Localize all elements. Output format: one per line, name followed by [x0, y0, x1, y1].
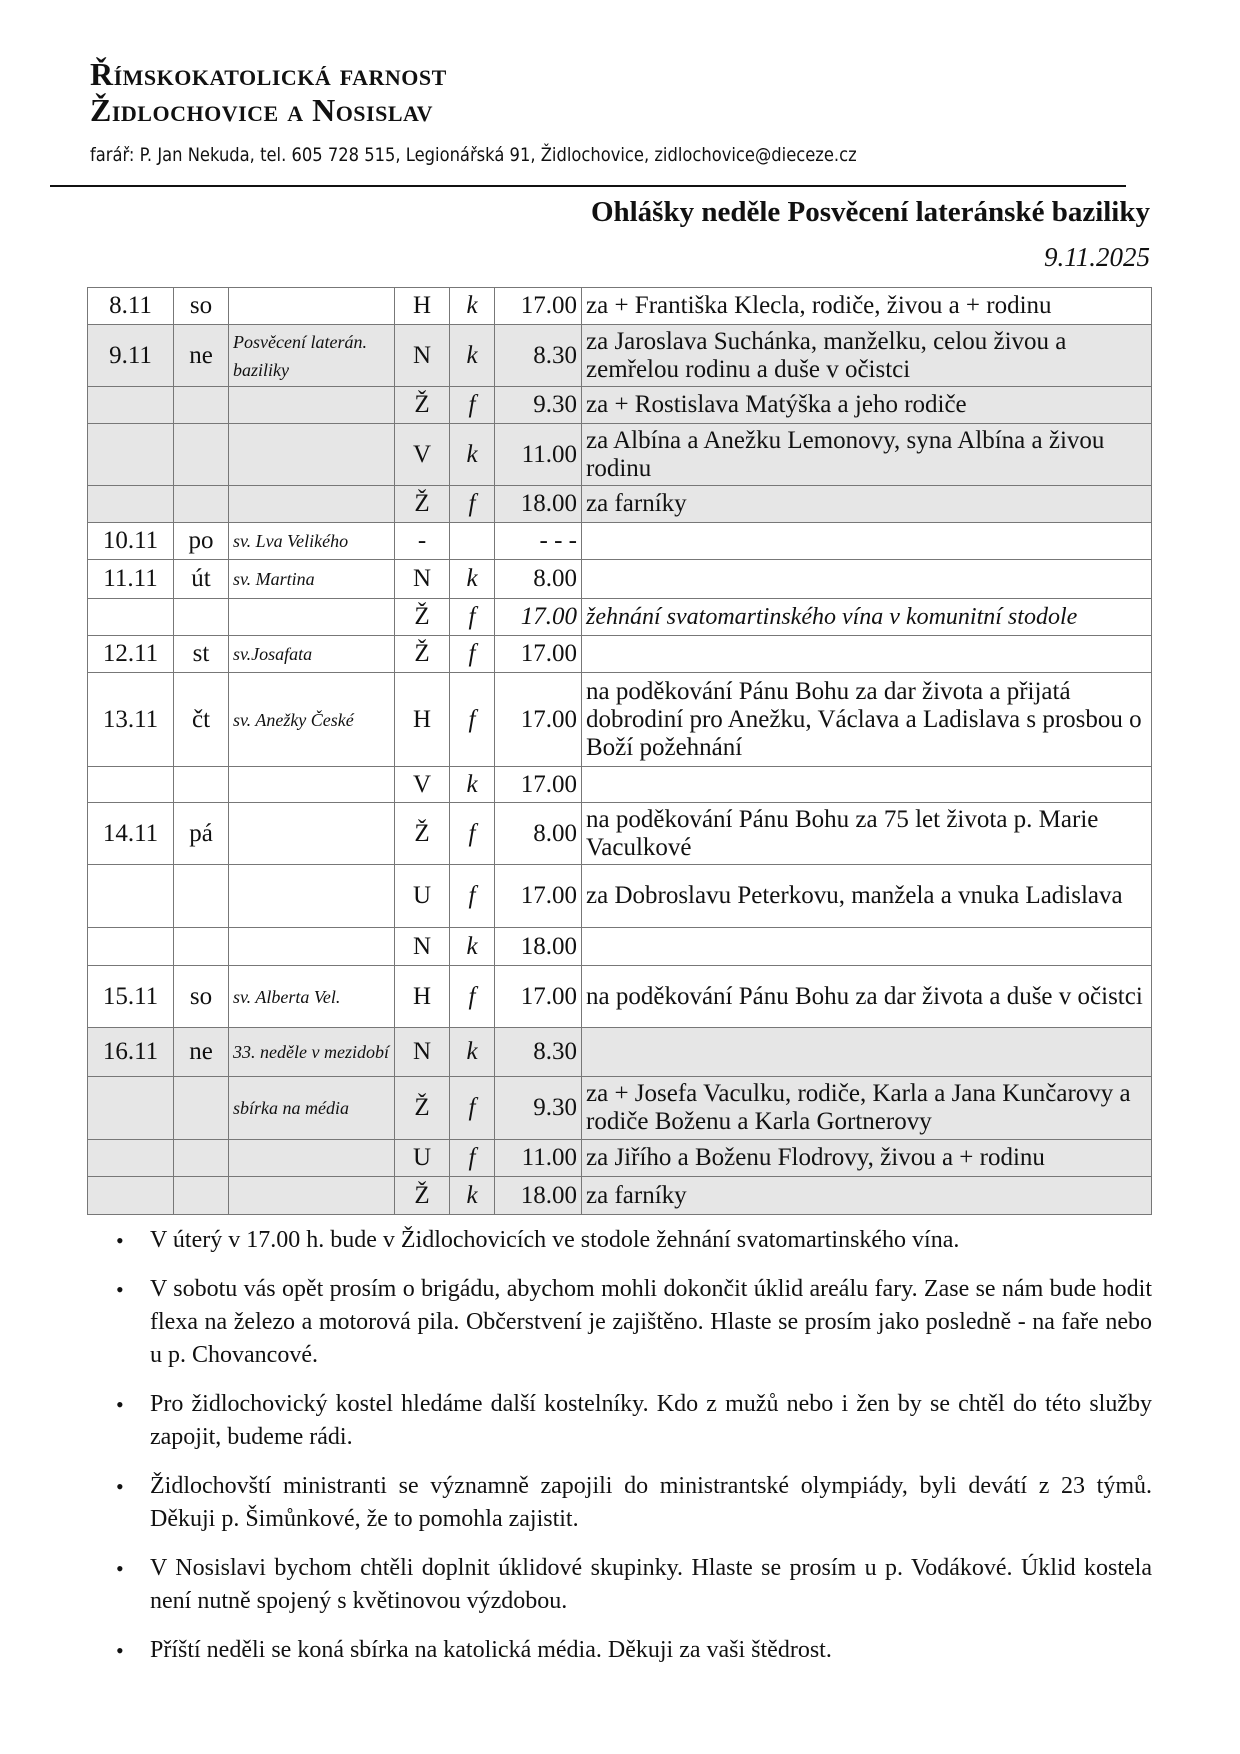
header-divider: [50, 185, 1126, 187]
feast-cell: [229, 424, 395, 486]
date-cell: 15.11: [88, 966, 174, 1028]
day-cell: [174, 387, 229, 424]
place-cell: Ž: [395, 599, 450, 636]
date-cell: [88, 599, 174, 636]
intention-cell: za + Františka Klecla, rodiče, živou a + rodinu: [582, 288, 1152, 325]
intention-cell: [582, 928, 1152, 966]
document-date: 9.11.2025: [1044, 242, 1150, 272]
parish-title: [90, 56, 447, 128]
parish-title-line2: Židlochovice a Nosislav: [90, 92, 433, 128]
liturgy-cell: f: [450, 387, 495, 424]
day-cell: [174, 865, 229, 928]
day-cell: [174, 599, 229, 636]
schedule-row: [88, 486, 1152, 523]
bullet-icon: •: [116, 1556, 124, 1581]
liturgy-cell: k: [450, 325, 495, 387]
feast-cell: sbírka na média: [229, 1077, 395, 1140]
schedule-row: [88, 1140, 1152, 1177]
liturgy-cell: k: [450, 928, 495, 966]
intention-cell: [582, 523, 1152, 560]
schedule-row: [88, 325, 1152, 387]
bullet-icon: •: [116, 1474, 124, 1499]
intention-cell: na poděkování Pánu Bohu za 75 let života p. Marie Vaculkové: [582, 803, 1152, 865]
day-cell: [174, 928, 229, 966]
day-cell: čt: [174, 673, 229, 767]
document-title: Ohlášky neděle Posvěcení lateránské baziliky: [590, 196, 1150, 228]
day-cell: so: [174, 288, 229, 325]
feast-cell: [229, 599, 395, 636]
day-cell: ne: [174, 1028, 229, 1077]
intention-cell: za + Rostislava Matýška a jeho rodiče: [582, 387, 1152, 424]
time-cell: 8.00: [495, 803, 582, 865]
announcement-text: Příští neděli se koná sbírka na katolická média. Děkuji za vaši štědrost.: [150, 1637, 832, 1663]
place-cell: N: [395, 325, 450, 387]
day-cell: [174, 1140, 229, 1177]
time-cell: 11.00: [495, 1140, 582, 1177]
schedule-row: [88, 1028, 1152, 1077]
date-cell: [88, 486, 174, 523]
place-cell: N: [395, 560, 450, 599]
liturgy-cell: f: [450, 599, 495, 636]
announcement-text: V úterý v 17.00 h. bude v Židlochovicích ve stodole žehnání svatomartinského vína.: [150, 1227, 960, 1253]
feast-cell: sv. Anežky České: [229, 673, 395, 767]
announcement-item: [116, 1224, 1152, 1257]
feast-cell: sv.Josafata: [229, 636, 395, 673]
schedule-row: [88, 1077, 1152, 1140]
date-cell: 12.11: [88, 636, 174, 673]
time-cell: - - -: [495, 523, 582, 560]
time-cell: 8.30: [495, 325, 582, 387]
day-cell: ne: [174, 325, 229, 387]
place-cell: Ž: [395, 803, 450, 865]
place-cell: N: [395, 1028, 450, 1077]
date-cell: 16.11: [88, 1028, 174, 1077]
intention-cell: za Jaroslava Suchánka, manželku, celou živou a zemřelou rodinu a duše v očistci: [582, 325, 1152, 387]
schedule-row: [88, 673, 1152, 767]
schedule-row: [88, 636, 1152, 673]
intention-cell: [582, 1028, 1152, 1077]
day-cell: st: [174, 636, 229, 673]
time-cell: 17.00: [495, 636, 582, 673]
time-cell: 18.00: [495, 928, 582, 966]
date-cell: [88, 1077, 174, 1140]
announcement-item: [116, 1470, 1152, 1536]
intention-cell: za Albína a Anežku Lemonovy, syna Albína a živou rodinu: [582, 424, 1152, 486]
time-cell: 9.30: [495, 387, 582, 424]
place-cell: V: [395, 767, 450, 803]
date-cell: [88, 424, 174, 486]
announcement-item: [116, 1273, 1152, 1372]
place-cell: Ž: [395, 636, 450, 673]
time-cell: 17.00: [495, 865, 582, 928]
intention-cell: za + Josefa Vaculku, rodiče, Karla a Jana Kunčarovy a rodiče Boženu a Karla Gortnerovy: [582, 1077, 1152, 1140]
liturgy-cell: f: [450, 803, 495, 865]
liturgy-cell: k: [450, 1028, 495, 1077]
intention-cell: na poděkování Pánu Bohu za dar života a přijatá dobrodiní pro Anežku, Václava a Ladislava s prosbou o Boží požehnání: [582, 673, 1152, 767]
time-cell: 18.00: [495, 486, 582, 523]
day-cell: so: [174, 966, 229, 1028]
place-cell: V: [395, 424, 450, 486]
time-cell: 8.30: [495, 1028, 582, 1077]
intention-cell: [582, 767, 1152, 803]
date-cell: 8.11: [88, 288, 174, 325]
announcement-text: Židlochovští ministranti se významně zapojili do ministrantské olympiády, byli devátí z 23 týmů. Děkuji p. Šimůnkové, že to pomohla zajistit.: [150, 1473, 1152, 1532]
bullet-icon: •: [116, 1638, 124, 1663]
place-cell: H: [395, 966, 450, 1028]
schedule-row: [88, 387, 1152, 424]
feast-cell: 33. neděle v mezidobí: [229, 1028, 395, 1077]
date-cell: [88, 928, 174, 966]
time-cell: 11.00: [495, 424, 582, 486]
liturgy-cell: f: [450, 636, 495, 673]
intention-cell: za Jiřího a Boženu Flodrovy, živou a + rodinu: [582, 1140, 1152, 1177]
date-cell: [88, 1177, 174, 1215]
feast-cell: sv. Lva Velikého: [229, 523, 395, 560]
date-cell: 10.11: [88, 523, 174, 560]
day-cell: po: [174, 523, 229, 560]
feast-cell: [229, 928, 395, 966]
place-cell: Ž: [395, 387, 450, 424]
intention-cell: žehnání svatomartinského vína v komunitní stodole: [582, 599, 1152, 636]
date-cell: [88, 767, 174, 803]
time-cell: 17.00: [495, 673, 582, 767]
time-cell: 17.00: [495, 288, 582, 325]
announcement-text: Pro židlochovický kostel hledáme další kostelníky. Kdo z mužů nebo i žen by se chtěl do této služby zapojit, budeme rádi.: [150, 1391, 1152, 1450]
liturgy-cell: k: [450, 767, 495, 803]
liturgy-cell: k: [450, 1177, 495, 1215]
schedule-row: [88, 599, 1152, 636]
liturgy-cell: f: [450, 1077, 495, 1140]
place-cell: -: [395, 523, 450, 560]
schedule-row: [88, 803, 1152, 865]
feast-cell: [229, 486, 395, 523]
schedule-row: [88, 523, 1152, 560]
day-cell: út: [174, 560, 229, 599]
announcement-item: [116, 1552, 1152, 1618]
date-cell: 14.11: [88, 803, 174, 865]
intention-cell: za farníky: [582, 486, 1152, 523]
date-cell: [88, 387, 174, 424]
feast-cell: [229, 865, 395, 928]
liturgy-cell: f: [450, 673, 495, 767]
feast-cell: Posvěcení laterán. baziliky: [229, 325, 395, 387]
mass-schedule-table: [87, 287, 1152, 1215]
day-cell: [174, 1077, 229, 1140]
day-cell: [174, 486, 229, 523]
announcement-item: [116, 1388, 1152, 1454]
intention-cell: [582, 560, 1152, 599]
liturgy-cell: f: [450, 865, 495, 928]
feast-cell: [229, 387, 395, 424]
liturgy-cell: k: [450, 288, 495, 325]
bullet-icon: •: [116, 1228, 124, 1253]
day-cell: pá: [174, 803, 229, 865]
intention-cell: za farníky: [582, 1177, 1152, 1215]
feast-cell: [229, 1140, 395, 1177]
place-cell: N: [395, 928, 450, 966]
time-cell: 9.30: [495, 1077, 582, 1140]
bullet-icon: •: [116, 1277, 124, 1302]
feast-cell: sv. Alberta Vel.: [229, 966, 395, 1028]
announcement-text: V sobotu vás opět prosím o brigádu, abychom mohli dokončit úklid areálu fary. Zase se nám bude hodit flexa na železo a motorová pila. Občerstvení je zajištěno. Hlaste se prosím jako posledně - na faře nebo u p. Chovancové.: [150, 1276, 1152, 1368]
schedule-row: [88, 865, 1152, 928]
bullet-icon: •: [116, 1392, 124, 1417]
intention-cell: za Dobroslavu Peterkovu, manžela a vnuka Ladislava: [582, 865, 1152, 928]
feast-cell: sv. Martina: [229, 560, 395, 599]
parish-contact: farář: P. Jan Nekuda, tel. 605 728 515, Legionářská 91, Židlochovice, zidlochovice@dieceze.cz: [90, 144, 857, 166]
date-cell: 9.11: [88, 325, 174, 387]
announcements-list: [100, 1224, 1152, 1683]
feast-cell: [229, 803, 395, 865]
schedule-row: [88, 560, 1152, 599]
feast-cell: [229, 1177, 395, 1215]
time-cell: 17.00: [495, 767, 582, 803]
liturgy-cell: [450, 523, 495, 560]
time-cell: 8.00: [495, 560, 582, 599]
place-cell: Ž: [395, 486, 450, 523]
schedule-row: [88, 966, 1152, 1028]
date-cell: [88, 865, 174, 928]
announcement-text: V Nosislavi bychom chtěli doplnit úklidové skupinky. Hlaste se prosím u p. Vodákové. Úklid kostela není nutně spojený s květinovou výzdobou.: [150, 1555, 1152, 1614]
parish-title-line1: Římskokatolická farnost: [90, 56, 447, 92]
place-cell: H: [395, 673, 450, 767]
schedule-row: [88, 767, 1152, 803]
intention-cell: [582, 636, 1152, 673]
day-cell: [174, 1177, 229, 1215]
time-cell: 17.00: [495, 966, 582, 1028]
feast-cell: [229, 767, 395, 803]
schedule-row: [88, 288, 1152, 325]
date-cell: [88, 1140, 174, 1177]
date-cell: 11.11: [88, 560, 174, 599]
schedule-row: [88, 928, 1152, 966]
day-cell: [174, 424, 229, 486]
day-cell: [174, 767, 229, 803]
place-cell: H: [395, 288, 450, 325]
liturgy-cell: f: [450, 1140, 495, 1177]
liturgy-cell: k: [450, 560, 495, 599]
time-cell: 17.00: [495, 599, 582, 636]
schedule-row: [88, 1177, 1152, 1215]
place-cell: Ž: [395, 1177, 450, 1215]
place-cell: Ž: [395, 1077, 450, 1140]
feast-cell: [229, 288, 395, 325]
intention-cell: na poděkování Pánu Bohu za dar života a duše v očistci: [582, 966, 1152, 1028]
time-cell: 18.00: [495, 1177, 582, 1215]
place-cell: U: [395, 1140, 450, 1177]
announcement-item: [116, 1634, 1152, 1667]
liturgy-cell: k: [450, 424, 495, 486]
liturgy-cell: f: [450, 486, 495, 523]
schedule-row: [88, 424, 1152, 486]
place-cell: U: [395, 865, 450, 928]
liturgy-cell: f: [450, 966, 495, 1028]
date-cell: 13.11: [88, 673, 174, 767]
